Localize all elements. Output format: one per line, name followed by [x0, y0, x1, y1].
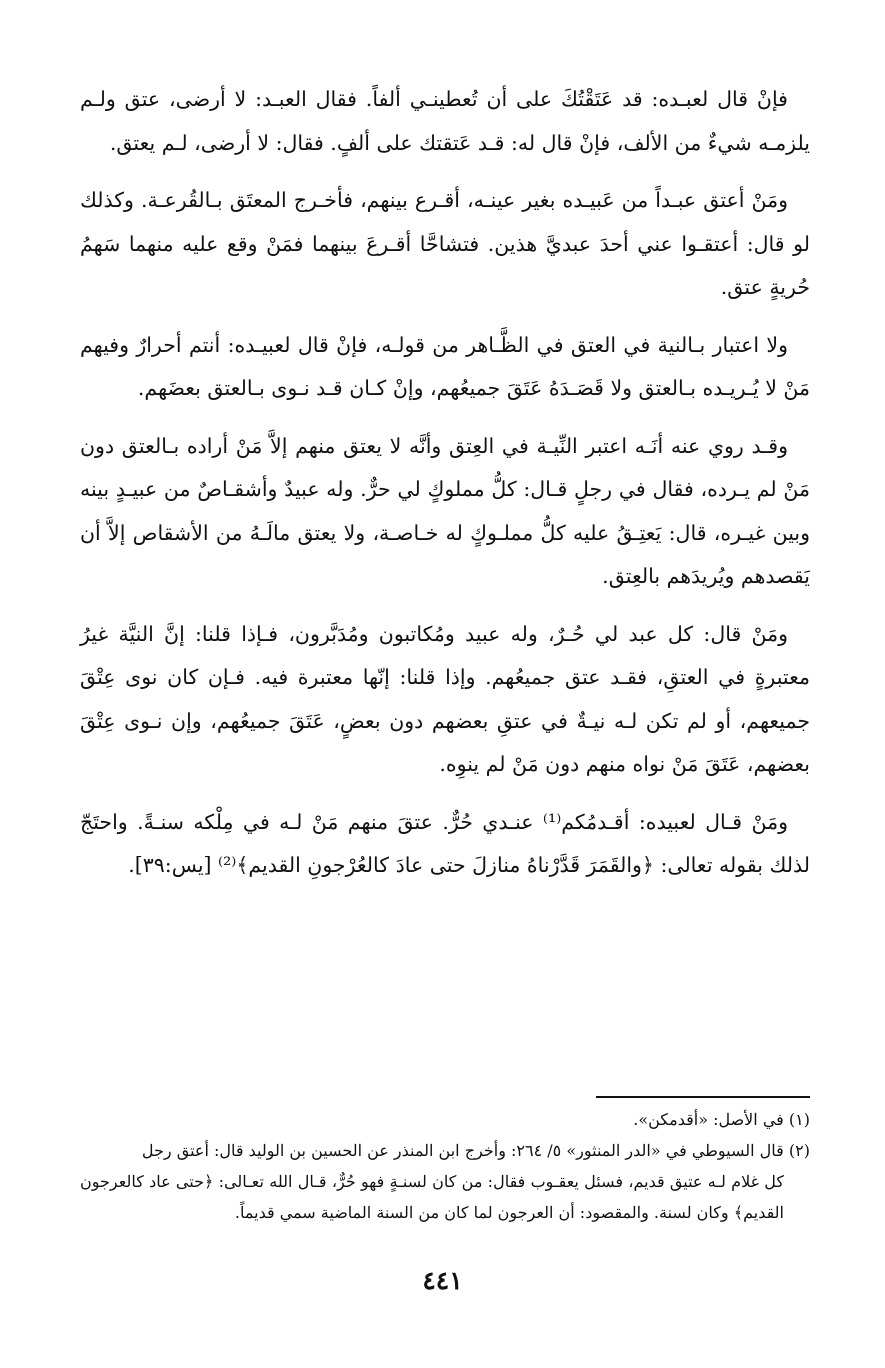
footnote-marker: (١): [788, 1110, 810, 1129]
main-text: [80, 78, 810, 902]
paragraph-6: ومَنْ قـال لعبيده: أقـدمُكم⁽¹⁾ عنـدي حُرٌّ. عتقَ منهم مَنْ لـه في مِلْكه سنـةً. واحتَجّ لذلك بقوله تعالى: ﴿والقَمَرَ قَدَّرْناهُ منازلَ حتى عادَ كالعُرْجونِ القديم﴾⁽²⁾ [يس:٣٩].: [80, 809, 810, 877]
footnote-separator: [596, 1096, 810, 1098]
footnote-2: [80, 1135, 810, 1166]
paragraph-3: ولا اعتبار بـالنية في العتق في الظَّـاهر من قولـه، فإنْ قال لعبيـده: أنتم أحرارٌ وفيهم مَنْ لا يُـريـده بـالعتق ولا قَصَـدَهُ عَتَقَ جميعُهم، وإنْ كـان قـد نـوى بـالعتق بعضَهم.: [80, 332, 810, 400]
footnote-1: [80, 1104, 810, 1135]
footnotes: [80, 1104, 810, 1228]
footnote-text: في الأصل: «أقدمكن».: [633, 1110, 784, 1129]
footnote-2-continuation: كل غلام لـه عتيق قديم، فسئل يعقـوب فقال: من كان لسنـةٍ فهو حُرٌّ، قـال الله تعـالى: ﴿حتى عاد كالعرجون القديم﴾ وكان لسنة. والمقصود: أن العرجون لما كان من السنة الماضية سمي قديماً.: [80, 1172, 784, 1222]
footnote-text: قال السيوطي في «الدر المنثور» ٥/ ٢٦٤: وأخرج ابن المنذر عن الحسين بن الوليد قال: أعتق رجل: [141, 1141, 784, 1160]
paragraph-4: وقـد روي عنه أنَـه اعتبر النِّيـة في العِتق وأنَّه لا يعتق منهم إلاَّ مَنْ أراده بـالعتق دون مَنْ لم يـرده، فقال في رجلٍ قـال: كلُّ مملوكٍ لي حرٌّ. وله عبيدٌ وأشقـاصٌ من عبيـدٍ بينه وبين غيـره، قال: يَعتِـقُ عليه كلُّ مملـوكٍ له خـاصـة، ولا يعتق مالَـهُ من الأشقاص إلاَّ أن يَقصدهم ويُريدَهم بالعِتق.: [80, 433, 810, 588]
paragraph-2: ومَنْ أعتق عبـداً من عَبيـده بغير عينـه، أقـرع بينهم، فأخـرج المعتَق بـالقُرعـة. وكذلك لو قال: أعتقـوا عني أحدَ عبديَّ هذين. فتشاحَّا أقـرعَ بينهما فمَنْ وقع عليه منهما سَهمُ حُريةٍ عتق.: [80, 188, 810, 299]
paragraph-5: ومَنْ قال: كل عبد لي حُـرٌ، وله عبيد ومُكاتبون ومُدَبَّرون، فـإذا قلنا: إنَّ النيَّة غيرُ معتبرةٍ في العتقِ، فقـد عتق جميعُهم. وإذا قلنا: إنّها معتبرة فيه. فـإن كان نوى عِتْقَ جميعهم، أو لم تكن لـه نيـةٌ في عتقِ بعضهم دون بعضٍ، عَتَقَ جميعُهم، وإن نـوى عِتْقَ بعضهم، عَتَقَ مَنْ نواه منهم دون مَنْ لم ينوِه.: [80, 621, 810, 776]
page-number: ٤٤١: [422, 1266, 463, 1295]
paragraph-1: فإنْ قال لعبـده: قد عَتَقْتُكَ على أن تُعطينـي ألفاً. فقال العبـد: لا أرضى، عتق ولـم يلزمـه شيءٌ من الألف، فإنْ قال له: قـد عَتقتك على ألفٍ. فقال: لا أرضى، لـم يعتق.: [80, 87, 810, 155]
footnote-marker: (٢): [788, 1141, 810, 1160]
